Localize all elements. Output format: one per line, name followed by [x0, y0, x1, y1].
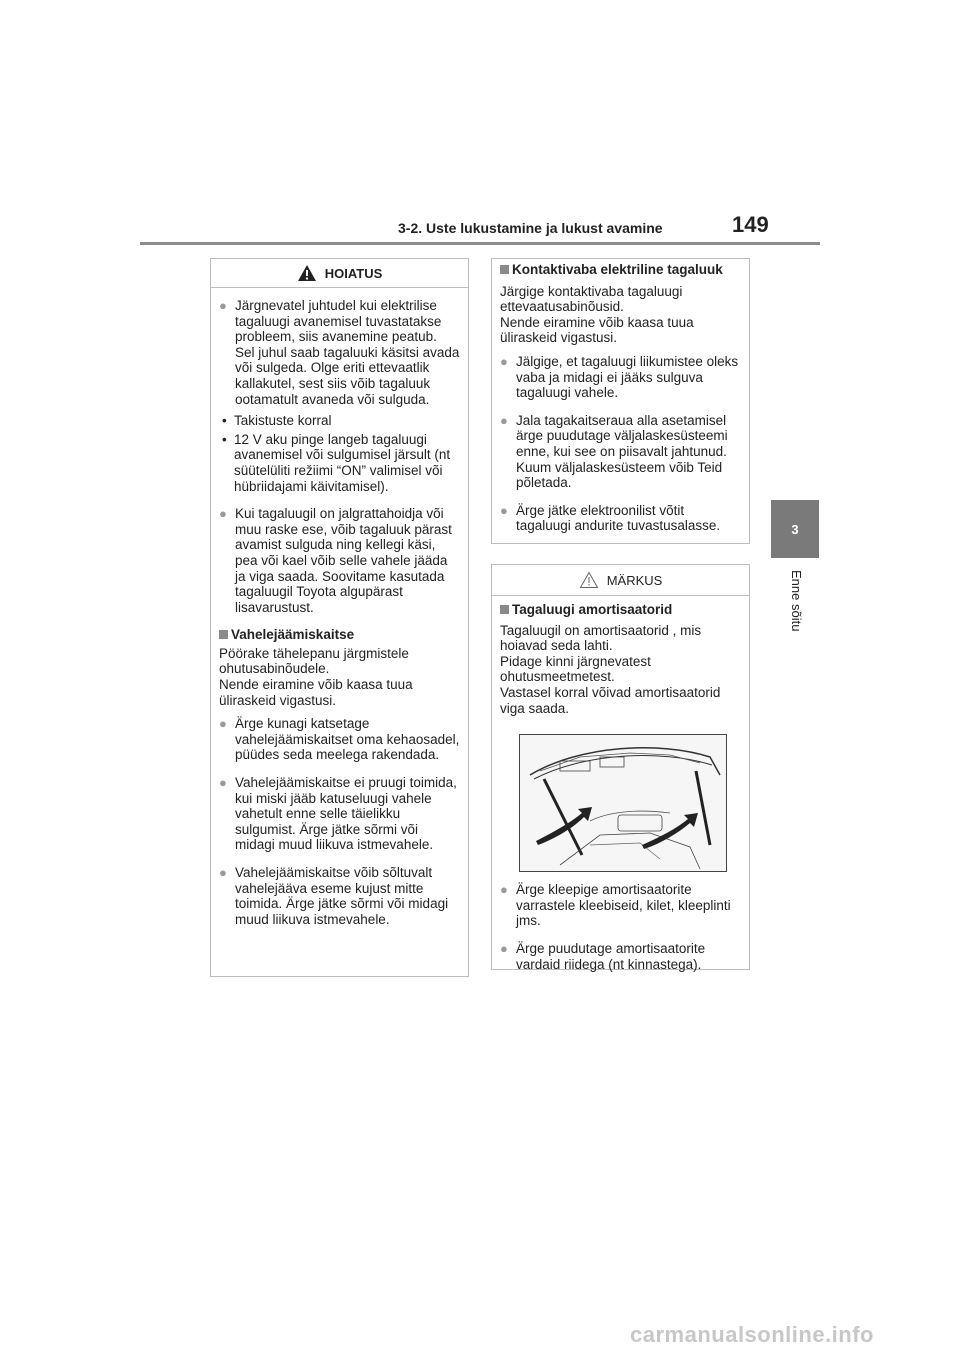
chapter-tab	[771, 500, 819, 558]
notice-section-title: Tagaluugi amortisaatorid	[500, 602, 741, 618]
notice-header	[492, 565, 749, 596]
section-header-title: 3-2. Uste lukustamine ja lukust avamine	[398, 220, 663, 236]
notice-box	[491, 564, 750, 970]
warning-header	[211, 259, 468, 288]
caution-triangle-outline-icon	[579, 571, 599, 589]
tailgate-struts-illustration	[519, 734, 727, 872]
contactless-tailgate-box	[491, 258, 750, 544]
header-rule	[140, 242, 820, 245]
warning-bullet: ● Järgnevatel juhtudel kui elektrilise tagaluugi avanemisel tuvastatakse probleem, siis avanemine peatub. Sel juhul saab tagaluuki käsitsi avada või sulgeda. Olge eriti ettevaatlik kallakutel, sest siis võib tagaluuk ootamatult avaneda või sulguda.	[219, 298, 460, 407]
contactless-text: Järgige kontaktivaba tagaluugi ettevaatusabinõusid. Nende eiramine võib kaasa tuua üliraskeid vigastusi.	[500, 283, 694, 346]
warning-subitem: • 12 V aku pinge langeb tagaluugi avanemisel või sulgumisel järsult (nt süütelüliti režiimi “ON” valimisel või hübriidajami käivitamisel).	[219, 432, 460, 494]
warning-bullet: ● Vahelejäämiskaitse ei pruugi toimida, kui miski jääb katuseluugi vahele vahetult enne selle täielikku sulgumist. Ärge jätke sõrmi või midagi muud liikuva istmevahele.	[219, 775, 460, 853]
warning-bullet: ● Ärge kunagi katsetage vahelejäämiskaitset oma kehaosadel, püüdes seda meelega rakendada.	[219, 716, 460, 763]
contactless-bullet: ● Ärge jätke elektroonilist võtit tagaluugi andurite tuvastusalasse.	[500, 503, 741, 534]
contactless-bullet: ● Jala tagakaitseraua alla asetamisel ärge puudutage väljalaskesüsteemi enne, kui see on piisavalt jahtunud. Kuum väljalaskesüsteem võib Teid põletada.	[500, 413, 741, 491]
notice-bullet: ● Ärge puudutage amortisaatorite vardaid riidega (nt kinnastega).	[500, 941, 741, 972]
contactless-section-title: Kontaktivaba elektriline tagaluuk	[500, 262, 741, 278]
chapter-number: 3	[791, 521, 799, 537]
warning-bullet: ● Vahelejäämiskaitse võib sõltuvalt vahelejääva eseme kujust mitte toimida. Ärge jätke sõrmi või midagi muud liikuva istmevahele.	[219, 865, 460, 927]
tailgate-struts-drawing	[520, 735, 726, 871]
watermark: carmanualsonline.info	[630, 1322, 874, 1347]
warning-bullet: ● Kui tagaluugil on jalgrattahoidja või muu raske ese, võib tagaluuk pärast avamist sulguda ning kellegi käsi, pea või kael võib selle vahele jääda ja viga saada. Soovitame kasutada tagaluugil Toyota algupärast lisavarustust.	[219, 506, 460, 615]
notice-text: Tagaluugil on amortisaatorid , mis hoiavad seda lahti. Pidage kinni järgnevatest ohutusmeetmetest. Vastasel korral võivad amortisaatorid viga saada.	[500, 622, 721, 716]
warning-box	[210, 258, 469, 977]
warning-section-title: Vahelejäämiskaitse	[219, 627, 460, 643]
warning-subitem: • Takistuste korral	[219, 413, 460, 429]
page-number: 149	[732, 212, 769, 237]
warning-triangle-icon	[297, 264, 317, 282]
warning-title: HOIATUS	[324, 265, 383, 281]
contactless-bullet: ● Jälgige, et tagaluugi liikumistee oleks vaba ja midagi ei jääks sulguva tagaluugi vahele.	[500, 354, 741, 401]
notice-bullet: ● Ärge kleepige amortisaatorite varrastele kleebiseid, kilet, kleeplinti jms.	[500, 882, 741, 929]
warning-section-text: Pöörake tähelepanu järgmistele ohutusabinõudele. Nende eiramine võib kaasa tuua üliraskeid vigastusi.	[219, 645, 413, 708]
notice-title: MÄRKUS	[606, 572, 663, 588]
chapter-label: Enne sõitu	[789, 570, 804, 632]
